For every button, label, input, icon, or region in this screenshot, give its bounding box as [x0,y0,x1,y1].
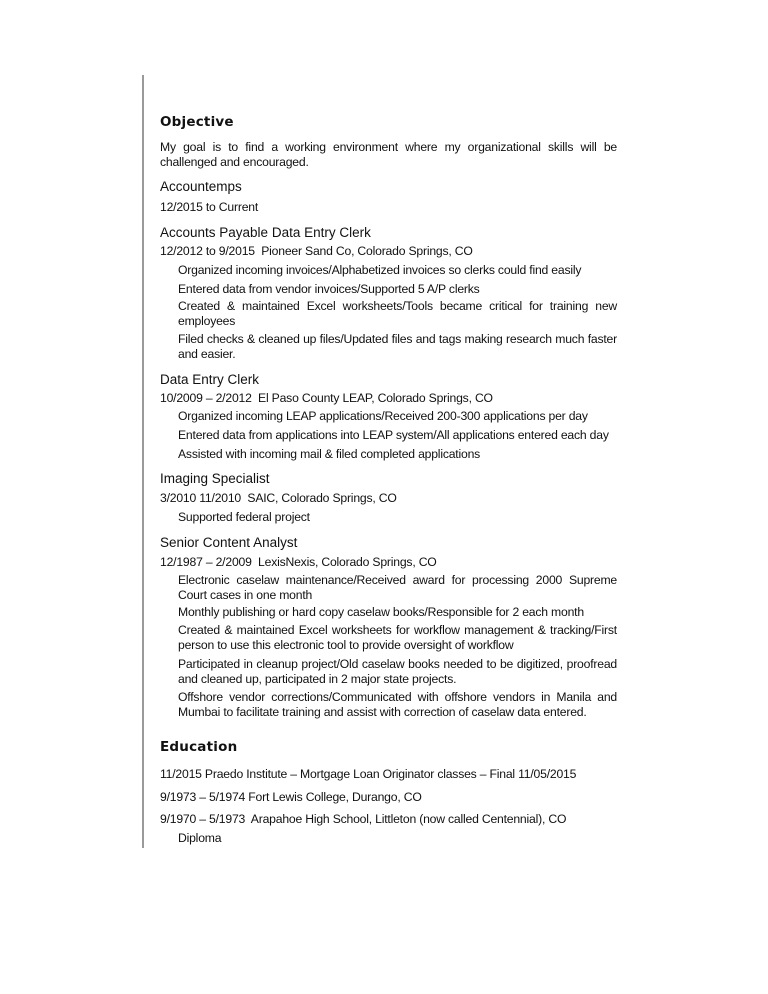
job-dates: 3/2010 11/2010 SAIC, Colorado Springs, CO [160,491,397,505]
left-margin-rule [142,75,144,848]
job-bullet: Created & maintained Excel worksheets for workflow management & tracking/First person to use this electronic tool to provide oversight of workflow [178,623,617,652]
job-bullet: Filed checks & cleaned up files/Updated files and tags making research much faster and easier. [178,332,617,361]
job-bullet: Entered data from vendor invoices/Supported 5 A/P clerks [178,282,480,296]
objective-text: My goal is to find a working environment where my organizational skills will be challenged and encouraged. [160,140,617,169]
job-dates: 12/1987 – 2/2009 LexisNexis, Colorado Springs, CO [160,555,437,569]
education-entry: 9/1973 – 5/1974 Fort Lewis College, Durango, CO [160,790,422,804]
job-bullet: Organized incoming invoices/Alphabetized invoices so clerks could find easily [178,263,582,277]
job-title: Accounts Payable Data Entry Clerk [160,225,371,240]
job-bullet: Entered data from applications into LEAP system/All applications entered each day [178,428,609,442]
job-title: Data Entry Clerk [160,372,260,387]
education-entry: 9/1970 – 5/1973 Arapahoe High School, Littleton (now called Centennial), CO [160,812,567,826]
job-bullet: Participated in cleanup project/Old caselaw books needed to be digitized, proofread and cleaned up, participated in 2 major state projects. [178,657,617,686]
objective-heading: Objective [160,114,234,130]
job-dates: 10/2009 – 2/2012 El Paso County LEAP, Colorado Springs, CO [160,391,493,405]
job-dates: 12/2012 to 9/2015 Pioneer Sand Co, Colorado Springs, CO [160,244,473,258]
job-bullet: Monthly publishing or hard copy caselaw books/Responsible for 2 each month [178,605,584,619]
job-title: Accountemps [160,179,242,194]
job-title: Senior Content Analyst [160,535,298,550]
job-title: Imaging Specialist [160,471,270,486]
job-bullet: Organized incoming LEAP applications/Received 200-300 applications per day [178,409,588,423]
job-bullet: Offshore vendor corrections/Communicated with offshore vendors in Manila and Mumbai to facilitate training and assist with correction of caselaw data entered. [178,690,617,719]
job-bullet: Created & maintained Excel worksheets/Tools became critical for training new employees [178,299,617,328]
job-bullet: Supported federal project [178,510,310,524]
job-bullet: Electronic caselaw maintenance/Received award for processing 2000 Supreme Court cases in one month [178,573,617,602]
job-bullet: Assisted with incoming mail & filed completed applications [178,447,481,461]
education-entry: 11/2015 Praedo Institute – Mortgage Loan Originator classes – Final 11/05/2015 [160,767,577,781]
education-detail: Diploma [178,831,222,845]
job-dates: 12/2015 to Current [160,200,259,214]
education-heading: Education [160,739,238,755]
